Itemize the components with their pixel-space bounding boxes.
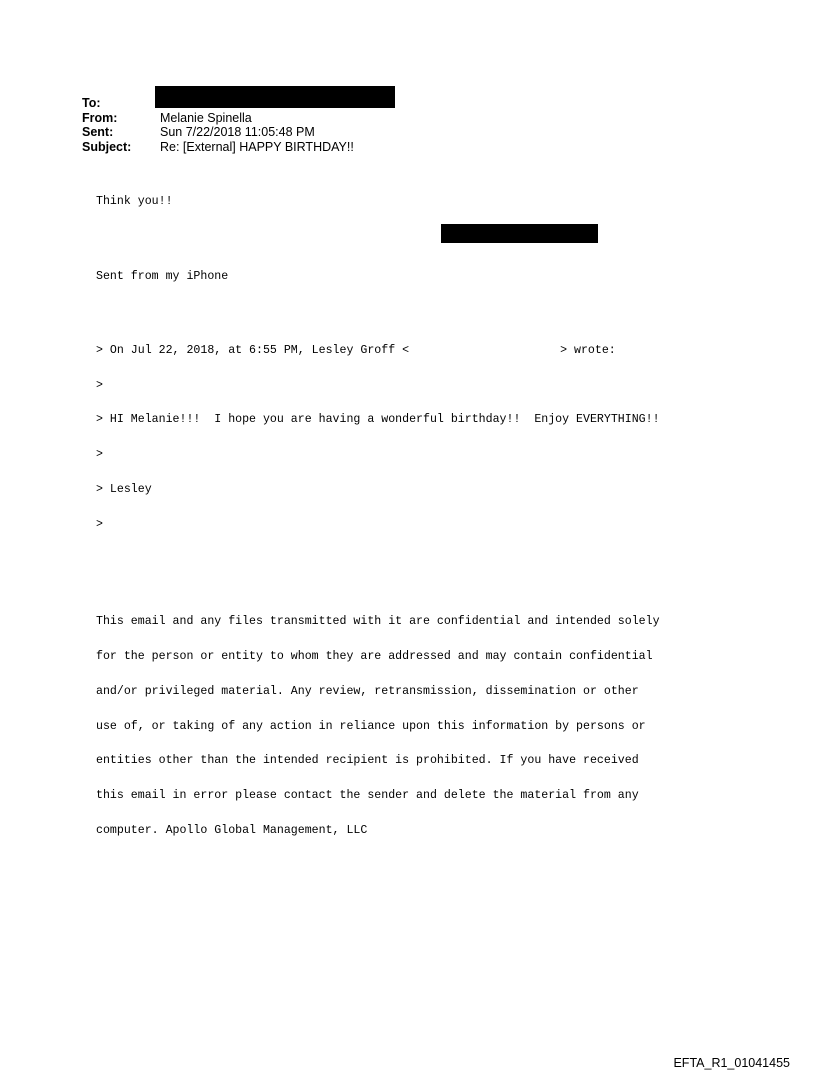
body-line: Think you!!: [96, 195, 173, 209]
signature-line: Sent from my iPhone: [96, 269, 229, 283]
disclaimer-line: for the person or entity to whom they are addressed and may contain confidential: [96, 650, 653, 664]
to-label: To:: [82, 96, 101, 110]
redaction-bar-to: [155, 86, 395, 108]
disclaimer: [96, 593, 736, 860]
quote-header-line: [96, 345, 736, 357]
quote-line: >: [96, 517, 103, 531]
from-label: From:: [82, 110, 118, 125]
email-body: [96, 173, 736, 871]
quote-line: >: [96, 378, 103, 392]
document-id: EFTA_R1_01041455: [673, 1056, 790, 1070]
quote-header-prefix: > On Jul 22, 2018, at 6:55 PM, Lesley Groff <: [96, 343, 410, 357]
disclaimer-line: this email in error please contact the sender and delete the material from any: [96, 789, 639, 803]
subject-label: Subject:: [82, 139, 132, 154]
disclaimer-line: computer. Apollo Global Management, LLC: [96, 824, 368, 838]
disclaimer-line: entities other than the intended recipient is prohibited. If you have received: [96, 754, 639, 768]
sent-label: Sent:: [82, 125, 114, 140]
quote-signature-line: > Lesley: [96, 483, 152, 497]
disclaimer-line: use of, or taking of any action in reliance upon this information by persons or: [96, 719, 646, 733]
spacer: [96, 231, 736, 247]
quote-line: >: [96, 448, 103, 462]
sent-value: Sun 7/22/2018 11:05:48 PM: [160, 125, 315, 140]
redaction-bar-sender-email: [441, 224, 598, 243]
spacer: [96, 305, 736, 321]
subject-value: Re: [External] HAPPY BIRTHDAY!!: [160, 139, 354, 154]
disclaimer-line: and/or privileged material. Any review, retransmission, dissemination or other: [96, 684, 639, 698]
quote-message-line: > HI Melanie!!! I hope you are having a wonderful birthday!! Enjoy EVERYTHING!!: [96, 413, 660, 427]
spacer: [96, 554, 736, 570]
disclaimer-line: This email and any files transmitted with it are confidential and intended solely: [96, 615, 660, 629]
quote-header-suffix: > wrote:: [560, 343, 616, 357]
from-value: Melanie Spinella: [160, 110, 252, 125]
